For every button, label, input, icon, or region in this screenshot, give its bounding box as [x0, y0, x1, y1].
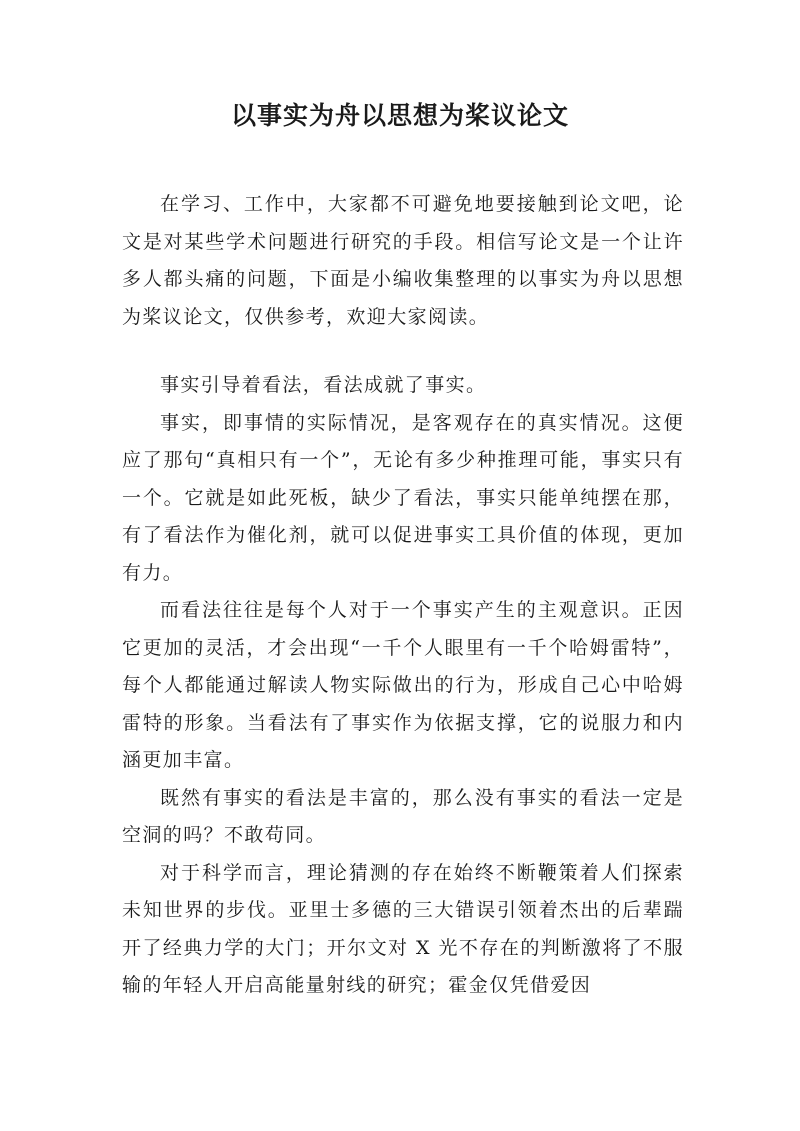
essay-body	[122, 367, 684, 1005]
body-paragraph-4: 既然有事实的看法是丰富的，那么没有事实的看法一定是空洞的吗？不敢苟同。	[122, 786, 684, 846]
body-paragraph-5: 对于科学而言，理论猜测的存在始终不断鞭策着人们探索未知世界的步伐。亚里士多德的三大错误引领着杰出的后辈踹开了经典力学的大门；开尔文对 X 光不存在的判断激将了不服输的年轻人开启高能量射线的研究；霍金仅凭借爱因	[122, 861, 684, 996]
body-paragraph-2: 事实，即事情的实际情况，是客观存在的真实情况。这便应了那句“真相只有一个”，无论有多少种推理可能，事实只有一个。它就是如此死板，缺少了看法，事实只能单纯摆在那，有了看法作为催化剂，就可以促进事实工具价值的体现，更加有力。	[122, 411, 684, 584]
intro-section	[122, 186, 684, 336]
body-paragraph-3: 而看法往往是每个人对于一个事实产生的主观意识。正因它更加的灵活，才会出现“一千个人眼里有一千个哈姆雷特”，每个人都能通过解读人物实际做出的行为，形成自己心中哈姆雷特的形象。当看法有了事实作为依据支撑，它的说服力和内涵更加丰富。	[122, 599, 684, 771]
document-title: 以事实为舟以思想为桨议论文	[230, 101, 569, 130]
intro-paragraph: 在学习、工作中，大家都不可避免地要接触到论文吧，论文是对某些学术问题进行研究的手段。相信写论文是一个让许多人都头痛的问题，下面是小编收集整理的以事实为舟以思想为桨议论文，仅供参考，欢迎大家阅读。	[122, 193, 684, 328]
body-paragraph-1: 事实引导着看法，看法成就了事实。	[160, 374, 487, 396]
